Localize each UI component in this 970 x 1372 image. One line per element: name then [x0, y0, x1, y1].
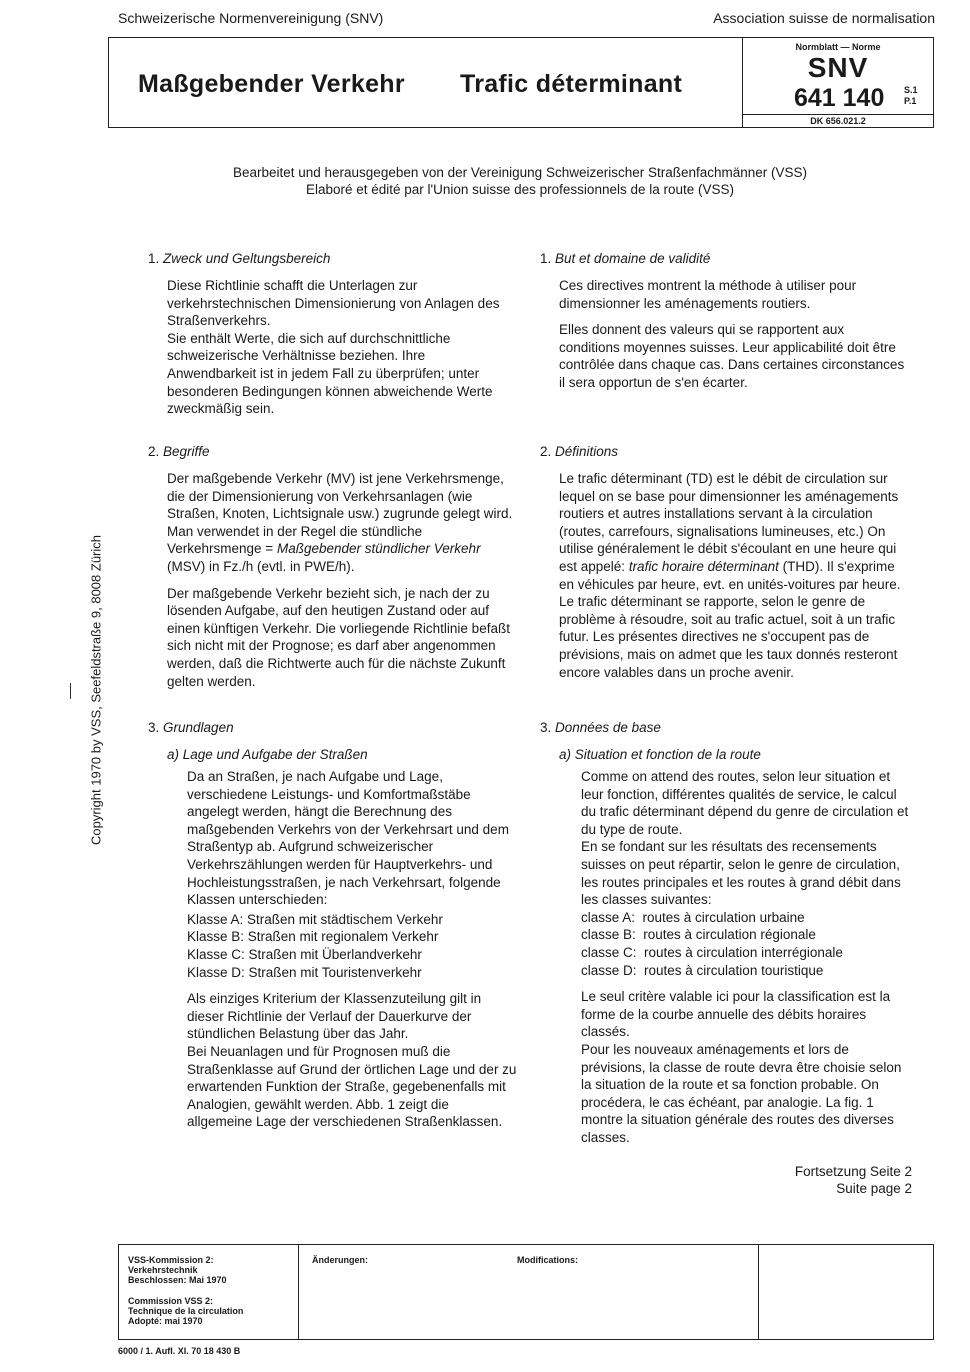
section-title: Définitions	[555, 444, 619, 459]
section-title: But et domaine de validité	[555, 251, 711, 266]
margin-tick	[70, 683, 71, 699]
list-item: classe B: routes à circulation régionale	[581, 927, 816, 943]
publisher-line-de: Bearbeitet und herausgegeben von der Vereinigung Schweizerischer Straßenfachmänner (VSS)	[232, 165, 808, 180]
paragraph: Ces directives montrent la méthode à utiliser pour dimensionner les aménagements routiers.	[559, 278, 857, 311]
list-item: Klasse A: Straßen mit städtischem Verkehr	[187, 911, 443, 927]
page-indicator-s: S.1	[904, 85, 918, 95]
paragraph: Da an Straßen, je nach Aufgabe und Lage, verschiedene Leistungs- und Komfortmaßstäbe angelegt werden, hängt die Berechnung des maßgebenden Verkehrs von der Verkehrsart und dem Straßentyp ab. Aufgrund schweizerischer Verkehrszählungen werden für Hauptverkehrs- und Hochleistungsstraßen, je nach Verkehrsart, folgende Klassen unterschieden:	[187, 769, 509, 908]
norm-snv: SNV	[807, 52, 869, 83]
text-run: (MSV) in Fz./h (evtl. in PWE/h).	[167, 558, 355, 574]
document-title-fr: Trafic déterminant	[460, 70, 683, 98]
term-italic: trafic horaire déterminant	[628, 558, 779, 574]
section-title: Zweck und Geltungsbereich	[163, 251, 331, 266]
commission-line: Beschlossen: Mai 1970	[128, 1275, 227, 1285]
changes-label-de: Änderungen:	[312, 1255, 368, 1265]
commission-line: Commission VSS 2:	[128, 1296, 214, 1306]
subsection-3a-body-fr	[581, 768, 911, 1146]
publisher-line-fr: Elaboré et édité par l'Union suisse des professionnels de la route (VSS)	[305, 182, 735, 197]
paragraph: Le seul critère valable ici pour la classification est la forme de la courbe annuelle des débits horaires classés.	[581, 989, 891, 1040]
text-run: (THD). Il s'exprime en véhicules par heure, evt. en unités-voitures par heure.	[559, 558, 901, 592]
section-2-body-fr	[559, 470, 907, 681]
section-number: 2.	[540, 444, 552, 459]
continuation-fr: Suite page 2	[836, 1181, 912, 1196]
class-list	[581, 909, 911, 979]
organization-name-fr: Association suisse de normalisation	[713, 10, 935, 26]
list-item: Klasse B: Straßen mit regionalem Verkehr	[187, 929, 439, 945]
list-item: Klasse C: Straßen mit Überlandverkehr	[187, 946, 422, 962]
page-indicator	[904, 85, 918, 107]
paragraph: Diese Richtlinie schafft die Unterlagen zur verkehrstechnischen Dimensionierung von Anlagen des Straßenverkehrs.	[167, 278, 500, 329]
section-1-body-fr	[559, 277, 907, 392]
copyright-notice: Copyright 1970 by VSS, Seefeldstraße 9, 8008 Zürich	[88, 534, 104, 846]
section-1-heading-fr	[540, 250, 912, 268]
commission-de	[128, 1255, 227, 1285]
commission-fr	[128, 1296, 243, 1326]
paragraph: Der maßgebende Verkehr bezieht sich, je nach der zu lösenden Aufgabe, auf den heutigen Zustand oder auf einen künftigen Verkehr. Die vorliegende Richtlinie befaßt sich nicht mit der Prognose; es darf aber angenommen werden, daß die Richtwerte auch für die nächste Zukunft gelten werden.	[167, 585, 510, 689]
section-3-heading-fr	[540, 719, 912, 737]
print-note: 6000 / 1. Aufl. XI. 70 18 430 B	[118, 1346, 241, 1356]
paragraph: En se fondant sur les résultats des recensements suisses on peut répartir, selon le genre de circulation, les routes principales et les routes à grand débit dans les classes suivantes:	[581, 839, 901, 908]
list-item: classe C: routes à circulation interrégionale	[581, 944, 843, 960]
paragraph	[167, 470, 515, 576]
list-item: Klasse D: Straßen mit Touristenverkehr	[187, 964, 422, 980]
paragraph: Als einziges Kriterium der Klassenzuteilung gilt in dieser Richtlinie der Verlauf der Dauerkurve der stündlichen Belastung über das Jahr.	[187, 991, 482, 1042]
section-number: 2.	[148, 444, 160, 459]
paragraph: Bei Neuanlagen und für Prognosen muß die Straßenklasse auf Grund der örtlichen Lage und der zu erwartenden Funktion der Straße, gegebenenfalls mit Analogien, gewählt werden. Abb. 1 zeigt die allgemeine Lage der verschiedenen Straßenklassen.	[187, 1043, 517, 1130]
subsection-3a-title-de: a) Lage und Aufgabe der Straßen	[167, 747, 368, 762]
section-1-body-de	[167, 277, 515, 418]
section-number: 3.	[148, 720, 160, 735]
paragraph: Comme on attend des routes, selon leur situation et leur fonction, différentes qualités de service, le calcul du trafic déterminant dépend du genre de circulation et du type de route.	[581, 769, 909, 837]
section-2-heading-fr	[540, 443, 912, 461]
dk-number: DK 656.021.2	[810, 116, 866, 126]
text-run: Der maßgebende Verkehr (MV) ist jene Verkehrsmenge, die der Dimensionierung von Verkehrsanlagen (wie Straßen, Knoten, Lichtsignale usw.) zugrunde gelegt wird. Man verwendet in der Regel die stündliche Verkehrsmenge =	[167, 471, 513, 557]
subsection-3a-body-de	[187, 768, 517, 1131]
paragraph: Pour les nouveaux aménagements et lors de prévisions, la classe de route devra être choisie selon la situation de la route et sa fonction probable. On procédera, le cas échéant, par analogie. La fig. 1 montre la situation générale des routes des diverses classes.	[581, 1041, 902, 1145]
list-item: classe D: routes à circulation touristique	[581, 962, 824, 978]
section-2-heading-de	[148, 443, 520, 461]
page-indicator-p: P.1	[904, 96, 917, 106]
section-number: 3.	[540, 720, 552, 735]
subsection-3a-title-fr: a) Situation et fonction de la route	[559, 747, 761, 762]
section-number: 1.	[148, 251, 160, 266]
publisher-statement	[150, 164, 890, 198]
section-title: Begriffe	[163, 444, 210, 459]
section-3-heading-de	[148, 719, 520, 737]
paragraph: Sie enthält Werte, die sich auf durchschnittliche schweizerische Verhältnisse beziehen. Ihre Anwendbarkeit ist in jedem Fall zu überprüfen; unter besonderen Bedingungen können abweichende Werte zweckmäßig sein.	[167, 330, 493, 417]
section-title: Grundlagen	[163, 720, 234, 735]
section-number: 1.	[540, 251, 552, 266]
footer-divider	[298, 1244, 299, 1340]
section-2-body-de	[167, 470, 515, 690]
norm-divider	[742, 114, 934, 115]
paragraph: Elles donnent des valeurs qui se rapportent aux conditions moyennes suisses. Leur applicabilité doit être contrôlée dans chaque cas. Dans certaines circonstances il sera opportun de s'en écarter.	[559, 322, 905, 390]
continuation-de: Fortsetzung Seite 2	[794, 1164, 912, 1179]
term-italic: Maßgebender stündlicher Verkehr	[276, 541, 481, 557]
document-title-de: Maßgebender Verkehr	[138, 70, 405, 98]
section-title: Données de base	[555, 720, 661, 735]
list-item: classe A: routes à circulation urbaine	[581, 909, 805, 925]
footer-divider	[758, 1244, 759, 1340]
norm-label: Normblatt — Norme	[795, 42, 881, 52]
organization-name-de: Schweizerische Normenvereinigung (SNV)	[118, 10, 384, 26]
paragraph: Le trafic déterminant se rapporte, selon le genre de problème à résoudre, soit au trafic actuel, soit à un trafic futur. Les présentes directives ne s'occupent pas de prévisions, mais on admet que les taux donnés resteront encore valables dans un proche avenir.	[559, 594, 898, 680]
continuation-note	[700, 1163, 912, 1197]
class-list	[187, 911, 517, 981]
changes-label-fr: Modifications:	[517, 1255, 578, 1265]
section-1-heading-de	[148, 250, 520, 268]
commission-line: Technique de la circulation	[128, 1306, 244, 1316]
commission-line: VSS-Kommission 2:	[128, 1255, 214, 1265]
norm-number: 641 140	[794, 84, 885, 112]
text-run: Le trafic déterminant (TD) est le débit de circulation sur lequel on se base pour dimensionner les aménagements routiers et autres installations servant à la circulation (routes, carrefours, signalisations lumineuses, etc.) On utilise généralement le débit s'écoulant en une heure qui est appelé:	[559, 471, 899, 574]
commission-line: Verkehrstechnik	[128, 1265, 198, 1275]
paragraph	[559, 470, 907, 593]
commission-line: Adopté: mai 1970	[128, 1316, 203, 1326]
